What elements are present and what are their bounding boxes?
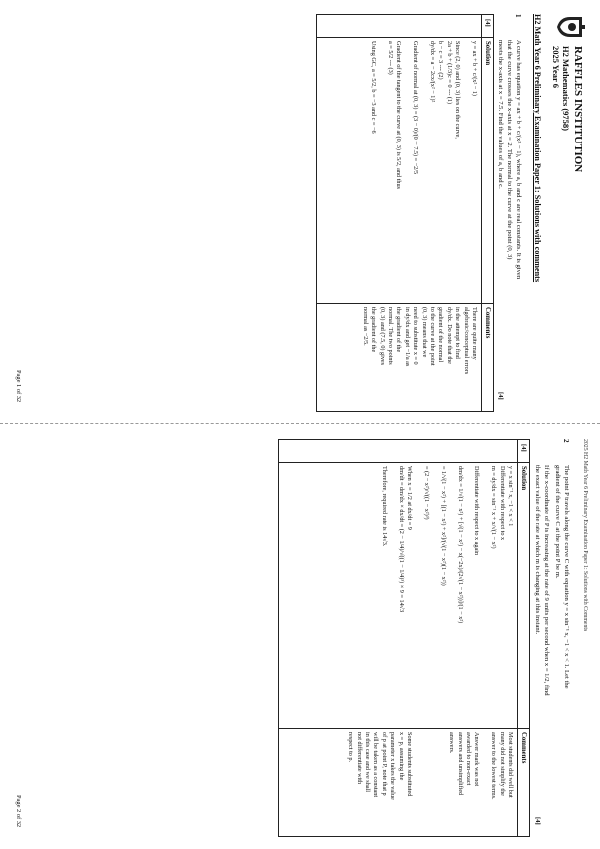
school-name: RAFFLES INSTITUTION [572, 46, 584, 173]
comment-line: (0, 3) means that we [420, 307, 428, 358]
solution-line: When x = 1/2 at dx/dt = 9 [406, 466, 414, 530]
solution-line [388, 466, 396, 623]
comment-line: normal as −2/5. [361, 307, 369, 346]
comment-line: (0, 3) and (7.5, 0) gives [378, 307, 386, 366]
comment-line: x = p, assuming the [397, 732, 405, 781]
solution-line [464, 466, 472, 623]
solution-line: Gradient of normal at (0, 3) = (3 − 0)/(0 − 7.5) = −2/5 [412, 41, 420, 175]
solution-header: Solution [520, 466, 527, 491]
comment-line: will be taken as a constant [372, 732, 380, 798]
solution-header: Solution [484, 41, 491, 66]
comment-line: Most students did well but [507, 732, 514, 798]
solution-line [430, 466, 438, 623]
comment-line [480, 732, 488, 800]
comment-line: in dy/dx and get −1/a as [403, 307, 411, 367]
solution-line [480, 466, 488, 623]
solution-body [380, 466, 515, 623]
question-line: The point P travels along the curve C with equation y = x sin⁻¹ x, −1 < x < 1. Let the [563, 465, 570, 689]
comments-header: Comments [484, 307, 491, 339]
page-footer: Page 1 of 32 [15, 370, 22, 403]
solution-line: = (2 − x²)/√((1 − x²)³) [422, 466, 430, 520]
comment-line [438, 732, 446, 800]
solution-line [402, 41, 410, 189]
comment-line: the gradient of the [395, 307, 403, 353]
marks-label: [4] [520, 444, 527, 452]
comment-line: the gradient of the [370, 307, 378, 353]
comment-line: in the attempt to find [454, 307, 462, 359]
comment-line: to the curve at the point [428, 307, 436, 366]
page-footer: Page 2 of 32 [15, 795, 22, 828]
comment-line: answers. [448, 732, 456, 754]
running-header: 2025 H2 Math Year 6 Preliminary Examination Paper 1: Solutions with Comments [582, 439, 588, 632]
solution-line: Differentiate with respect to x [498, 466, 506, 541]
comment-line: not differentiate with [355, 732, 363, 785]
page-1-sheet [0, 0, 600, 424]
subject-title: H2 Mathematics (9758) [561, 46, 571, 131]
comment-line: dy/dx. Do note that the [445, 307, 453, 364]
solution-line [419, 41, 427, 189]
comment-line: answer to the lowest terms. [490, 732, 498, 800]
solution-line: Using GC, a = 5/2, b = −3 and c = −6 [370, 41, 378, 134]
solution-line: m = dy/dx = sin⁻¹ x + x/√(1 − x²) [490, 466, 498, 549]
solution-line: dm/dx = 1/√(1 − x²) + [√(1 − x²) − x(−2x)/(2√(1 − x²))]/(1 − x²) [456, 466, 464, 624]
comment-line: parameter x takes the value [389, 732, 397, 800]
question-line: gradient of the curve C at the point P be m. [554, 465, 561, 579]
question-number: 1 [514, 14, 522, 18]
solution-line [447, 466, 455, 623]
comment-line: algebraic/conceptual errors [462, 307, 470, 375]
solution-line: a = 5/2 --- (3) [386, 41, 394, 75]
solution-line: y = x sin⁻¹ x, −1 < x < 1 [507, 466, 514, 527]
comment-line: many did not simplify the [498, 732, 506, 796]
solution-line [413, 466, 421, 623]
solution-line: Gradient of the tangent to the curve at (0, 3) is 5/2, and thus [395, 41, 403, 189]
comment-line [430, 732, 438, 800]
question-line: the exact value of the rate at which m is changing at this instant. [534, 465, 541, 635]
question-line: If the x-coordinate of P is increasing at the rate of 9 units per second when x = 1/2, find [543, 465, 550, 696]
comment-line: awarded to non-exact [464, 732, 472, 786]
paper-title: H2 Math Year 6 Preliminary Examination Paper 1: Solutions with comments [533, 14, 542, 283]
school-crest-logo [556, 14, 586, 40]
page-2 [0, 425, 600, 849]
page-2-sheet [0, 425, 600, 849]
solution-line: dy/dx = a − 2cx/(x² − 1)² [428, 41, 436, 103]
page-1 [0, 0, 600, 424]
question-line: A curve has equation y = ax + b + c/(x² − 1), where a, b and c are real constants. It is given [515, 40, 522, 280]
comments-body [346, 732, 514, 800]
solution-line [461, 41, 469, 189]
comment-line: in this case and we shall [364, 732, 372, 792]
marks-label: [4] [497, 392, 504, 400]
solution-line: dm/dt = dm/dx × dx/dt = (2 − 1/4)/√((1 − 1/4)³) × 9 = 14√3 [397, 466, 405, 613]
solution-line: Since (2, 0) and (0, 3) lies on the curve, [454, 41, 462, 139]
solution-table [316, 14, 494, 412]
solution-line: Therefore, required rate is 14√3. [380, 466, 388, 547]
solution-line: y = ax + b + c/(x² − 1) [471, 41, 478, 96]
comment-line: respect to p. [347, 732, 355, 763]
solution-line [377, 41, 385, 189]
marks-label: [4] [484, 19, 491, 27]
comment-line: need to substitute x = 0 [412, 307, 420, 365]
comment-line [422, 732, 430, 800]
comments-body [360, 307, 478, 374]
comment-line [413, 732, 421, 800]
comment-line: normal. The two points [386, 307, 394, 365]
marks-label: [4] [534, 817, 541, 825]
comment-line: answers and unsimplified [456, 732, 464, 796]
question-line: meets the x-axis at x = 7.5. Find the values of a, b and c. [497, 40, 504, 189]
solution-line: b − c = 3 --- (2) [437, 41, 445, 80]
question-number: 2 [562, 439, 570, 443]
comment-line: There are quite many [471, 307, 478, 360]
comment-line: gradient of the normal [437, 307, 445, 363]
solution-line: = 1/√(1 − x²) + [(1 − x²) + x²]/(√(1 − x²)(1 − x²)) [439, 466, 447, 586]
solution-table [278, 439, 530, 837]
solution-line: 2a + b + (1/3)c = 0 --- (1) [445, 41, 453, 105]
comments-header: Comments [520, 732, 527, 764]
solution-line: Differentiate with respect to x again [473, 466, 481, 556]
question-line: that the curve crosses the x-axis at x = 2. The normal to the curve at the point (0, 3) [506, 40, 513, 260]
solution-body [369, 41, 478, 189]
comment-line: Some students substituted [406, 732, 414, 797]
comment-line: Answer mark was not [473, 732, 481, 787]
comment-line: of p at point P, note that p [380, 732, 388, 796]
year-label: 2025 Year 6 [551, 46, 561, 89]
